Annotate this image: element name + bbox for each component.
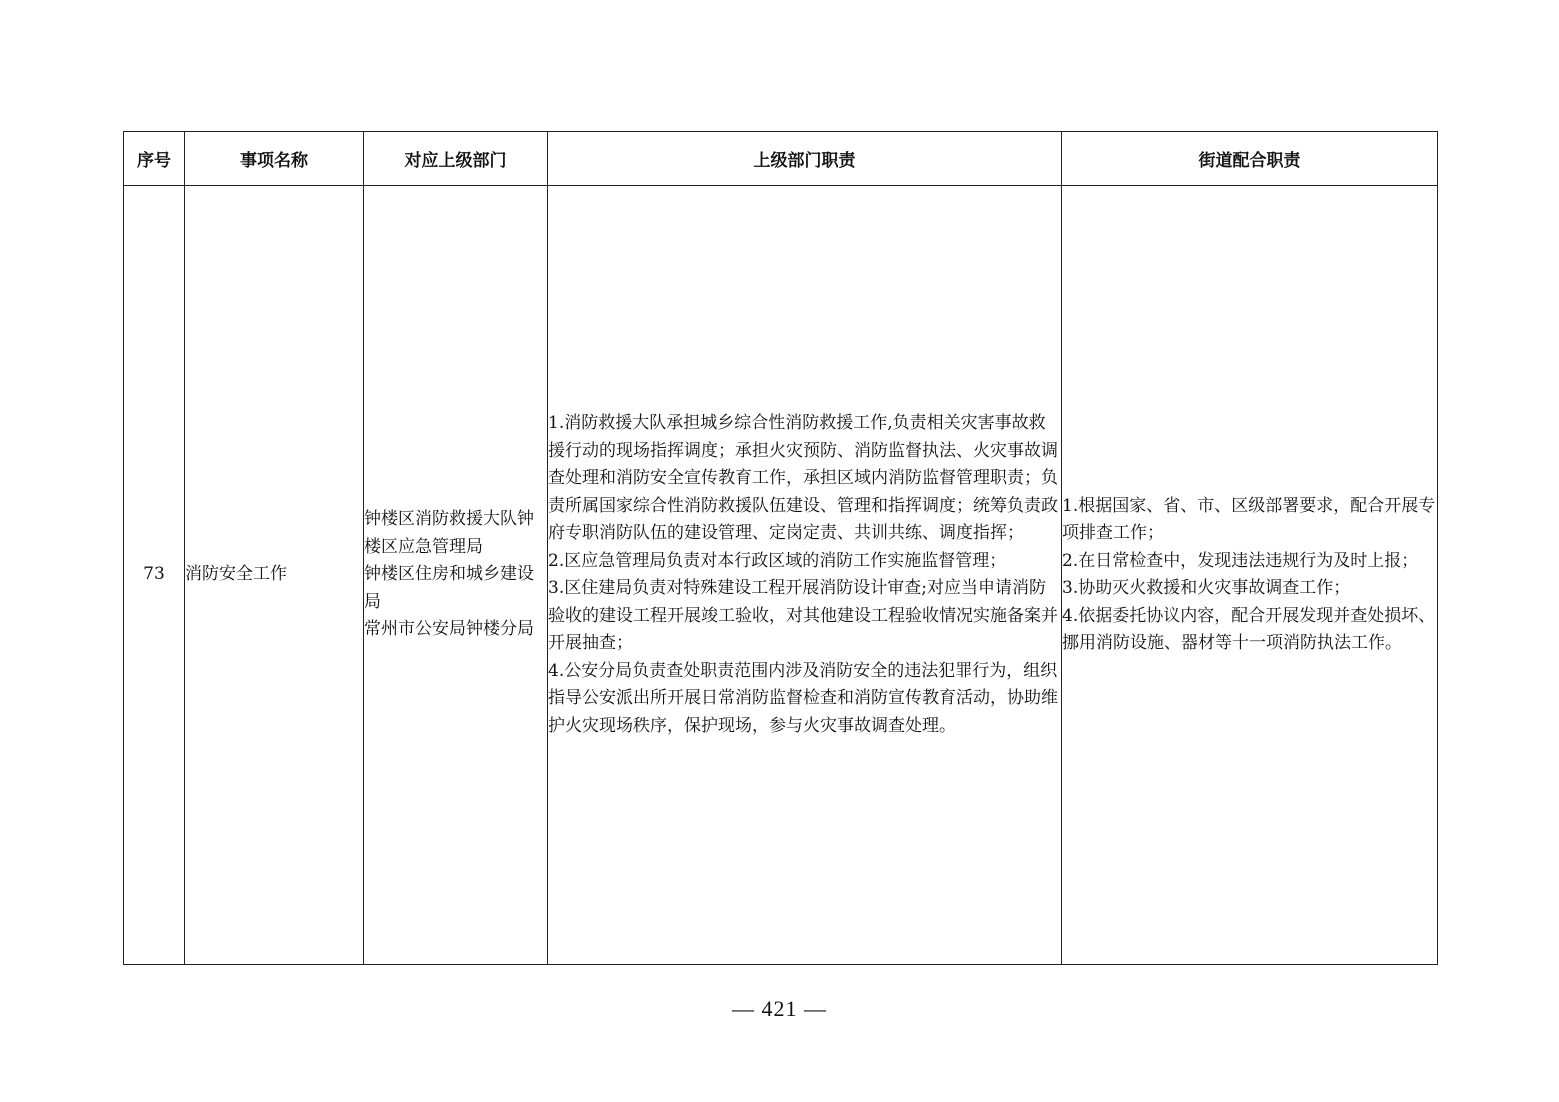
page-number: — 421 — [732, 996, 827, 1021]
header-street-duties: 街道配合职责 [1062, 132, 1438, 186]
table-row [124, 186, 1438, 965]
street-duties-cell [1062, 186, 1438, 965]
street-duty-item: 3.协助灭火救援和火灾事故调查工作； [1062, 578, 1351, 598]
street-duty-item: 4.依据委托协议内容，配合开展发现并查处损坏、挪用消防设施、器材等十一项消防执法工作。 [1062, 605, 1436, 653]
department-line: 钟楼区消防救援大队钟楼区应急管理局 [364, 509, 534, 557]
upper-duty-item: 4.公安分局负责查处职责范围内涉及消防安全的违法犯罪行为，组织指导公安派出所开展日常消防监督检查和消防宣传教育活动，协助维护火灾现场秩序，保护现场，参与火灾事故调查处理。 [548, 660, 1058, 736]
department-line: 常州市公安局钟楼分局 [364, 619, 534, 640]
header-upper-duties: 上级部门职责 [548, 132, 1062, 186]
duty-table [123, 131, 1438, 965]
header-item-name: 事项名称 [185, 132, 364, 186]
header-row [124, 132, 1438, 186]
street-duty-item: 2.在日常检查中，发现违法违规行为及时上报； [1062, 550, 1419, 571]
upper-duty-item: 3.区住建局负责对特殊建设工程开展消防设计审查;对应当申请消防验收的建设工程开展竣工验收，对其他建设工程验收情况实施备案并开展抽查； [548, 578, 1058, 653]
header-department: 对应上级部门 [364, 132, 548, 186]
department-cell [364, 186, 548, 965]
upper-duty-item: 2.区应急管理局负责对本行政区域的消防工作实施监督管理； [548, 550, 1007, 571]
department-line: 钟楼区住房和城乡建设局 [364, 564, 534, 612]
street-duty-item: 1.根据国家、省、市、区级部署要求，配合开展专项排查工作； [1062, 495, 1436, 543]
item-name: 消防安全工作 [185, 186, 364, 965]
upper-duty-item: 1.消防救援大队承担城乡综合性消防救援工作,负责相关灾害事故救援行动的现场指挥调度；承担火灾预防、消防监督执法、火灾事故调查处理和消防安全宣传教育工作，承担区域内消防监督管理职责；负责所属国家综合性消防救援队伍建设、管理和指挥调度；统筹负责政府专职消防队伍的建设管理、定岗定责、共训共练、调度指挥； [548, 413, 1058, 543]
header-number: 序号 [124, 132, 185, 186]
row-number: 73 [124, 186, 185, 965]
upper-duties-cell [548, 186, 1062, 965]
